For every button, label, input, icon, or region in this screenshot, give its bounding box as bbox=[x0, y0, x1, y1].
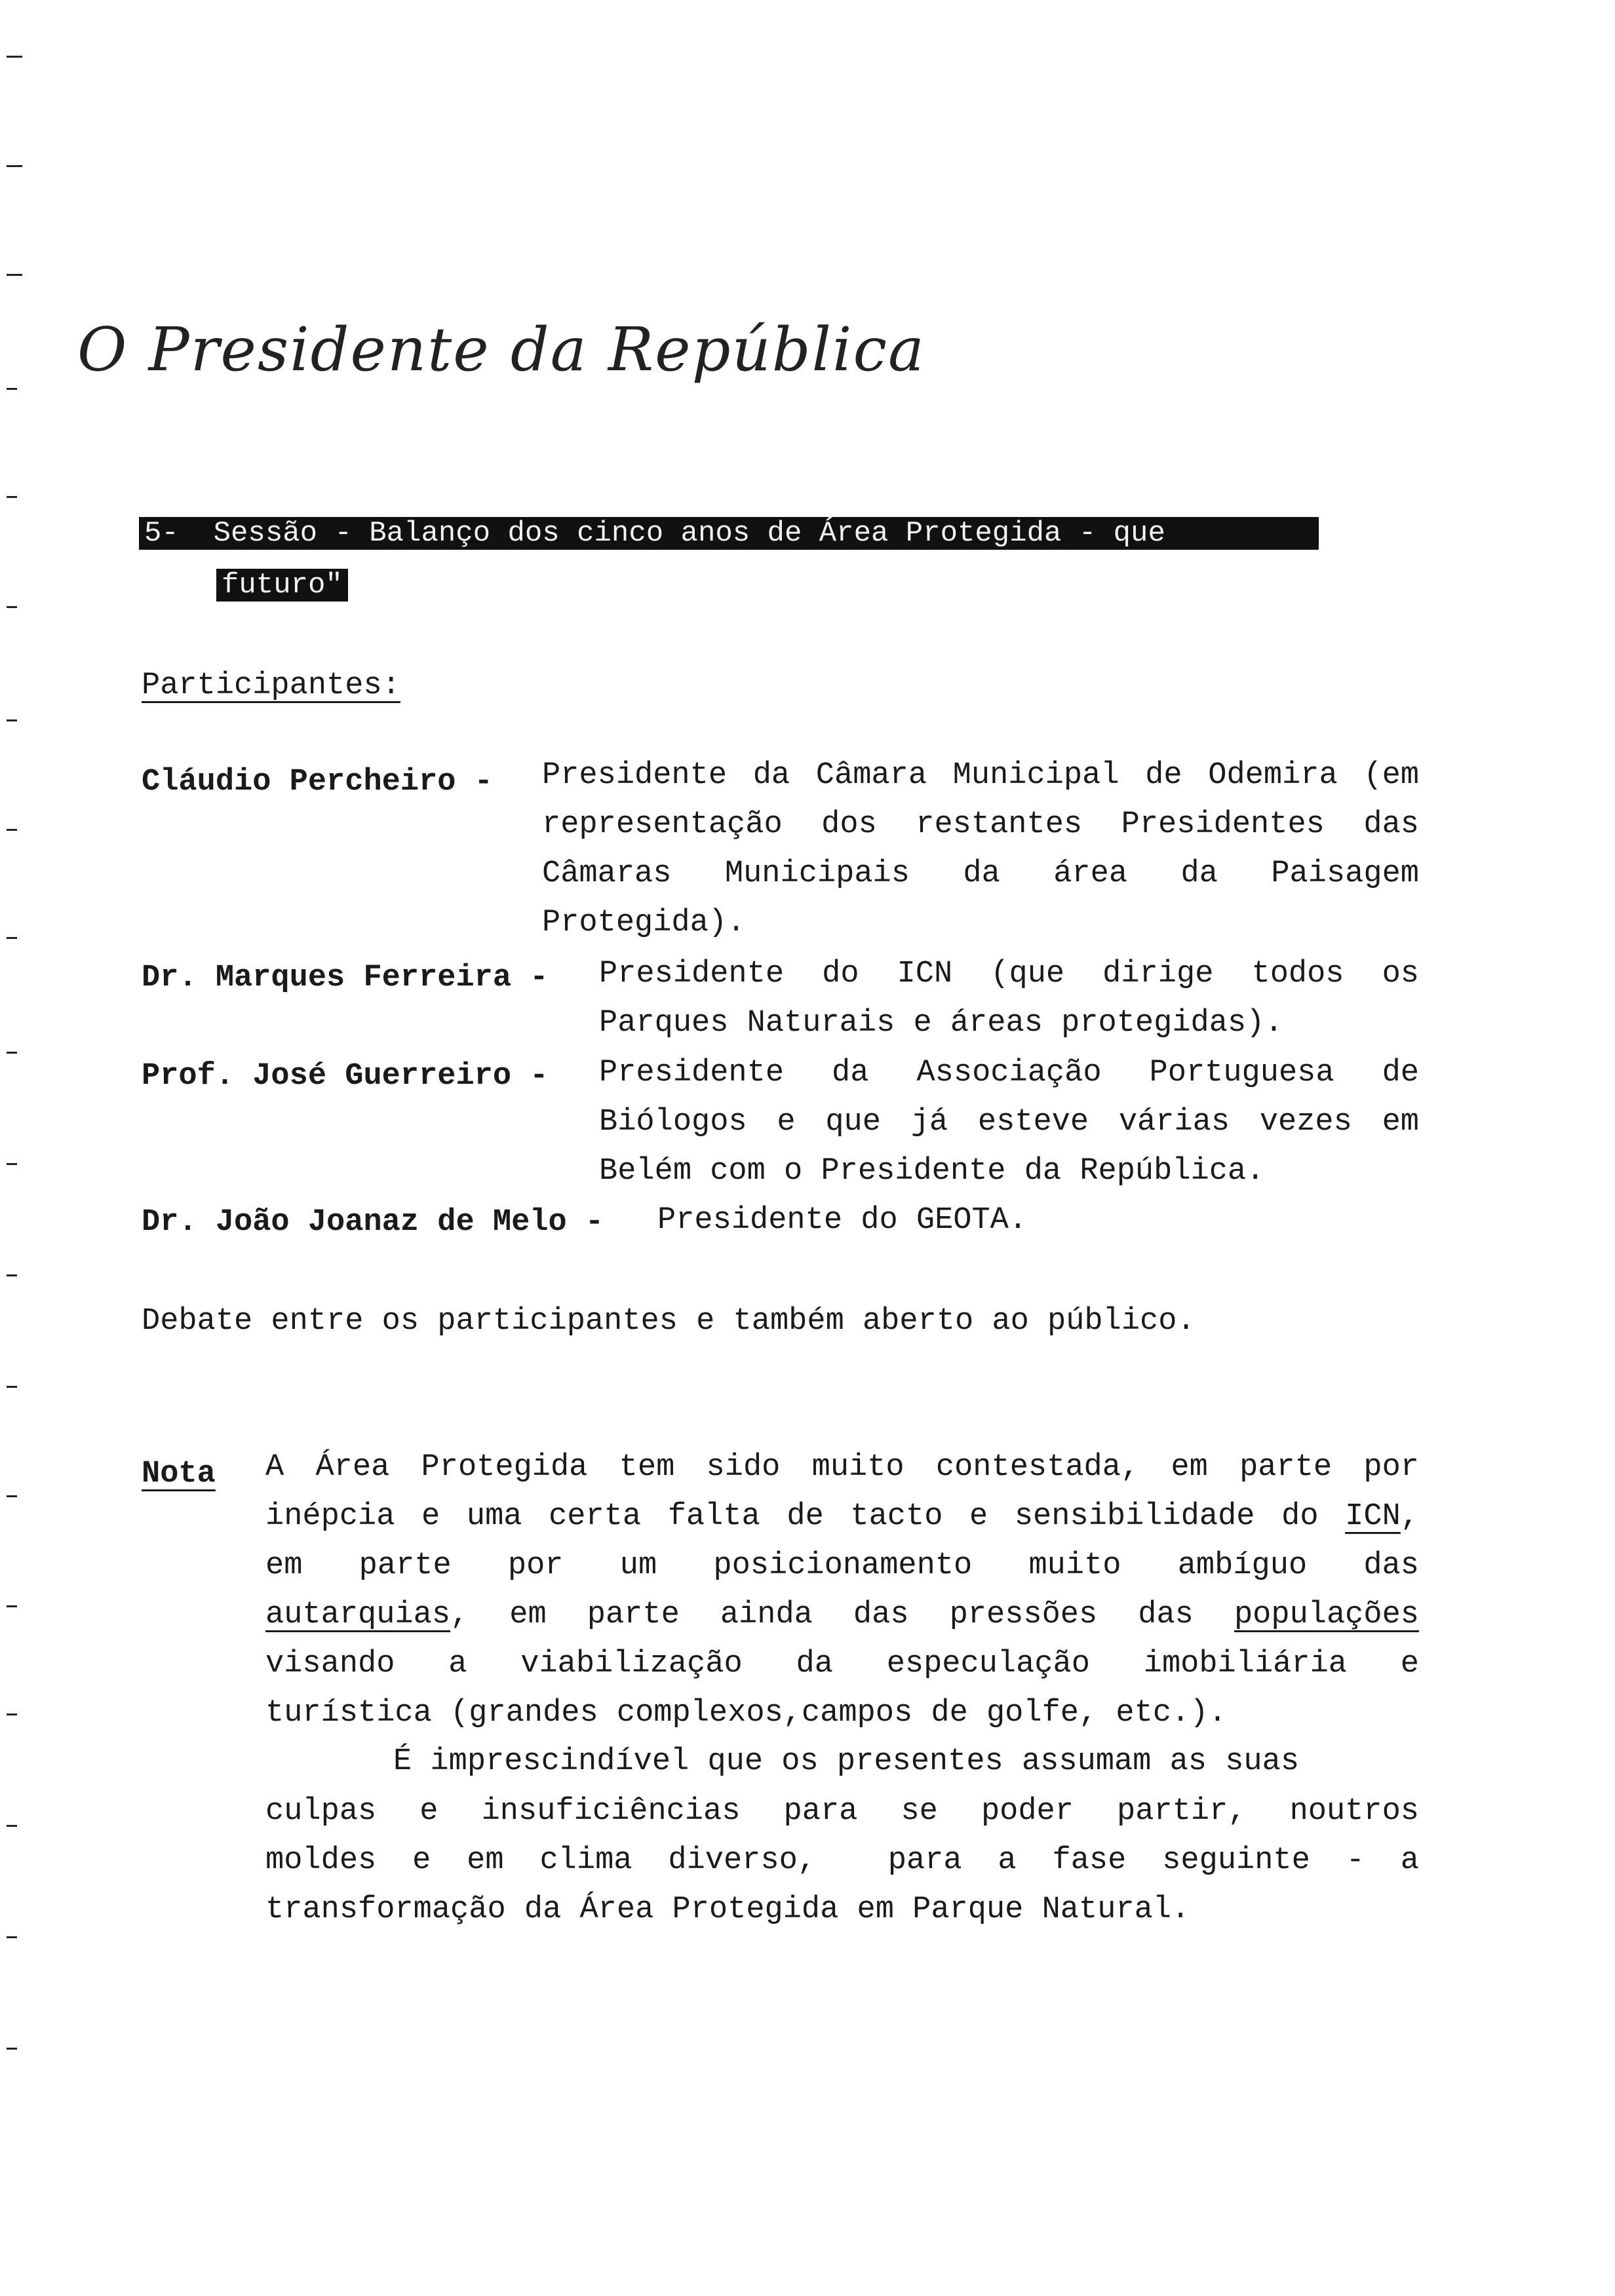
edge-mark bbox=[7, 937, 17, 939]
edge-mark bbox=[7, 1605, 17, 1607]
edge-mark bbox=[7, 56, 22, 58]
edge-mark bbox=[7, 719, 17, 721]
session-title-line1: 5- Sessão - Balanço dos cinco anos de Área Protegida - que bbox=[139, 517, 1319, 550]
debate-text: Debate entre os participantes e também aberto ao público. bbox=[142, 1304, 1196, 1339]
note-line-2: inépcia e uma certa falta de tacto e sensibilidade do ICN, bbox=[265, 1499, 1419, 1534]
participants-heading: Participantes: bbox=[142, 668, 400, 703]
letterhead: O Presidente da República bbox=[77, 315, 925, 385]
participant-name: Dr. Marques Ferreira - bbox=[142, 961, 549, 995]
participant-description: Presidente da Câmara Municipal de Odemira (em representação dos restantes Presidentes das Câmaras Municipais da área da Paisagem Protegida). bbox=[542, 758, 1419, 940]
edge-mark bbox=[7, 2048, 17, 2050]
edge-mark bbox=[7, 274, 22, 276]
edge-mark bbox=[7, 606, 17, 608]
edge-mark bbox=[7, 1936, 17, 1938]
session-title-line2: futuro" bbox=[216, 569, 348, 602]
note-line-4: autarquias, em parte ainda das pressões das populações bbox=[265, 1598, 1419, 1632]
edge-mark bbox=[7, 496, 17, 498]
participant-description: Presidente do ICN (que dirige todos os Parques Naturais e áreas protegidas). bbox=[599, 957, 1419, 1041]
edge-mark bbox=[7, 1495, 17, 1497]
edge-mark bbox=[7, 1274, 17, 1276]
note-label: Nota bbox=[142, 1457, 216, 1491]
note-paragraph-2: culpas e insuficiências para se poder partir, noutros moldes e em clima diverso, para a fase seguinte - a transformação da Área Protegida em Parque Natural. bbox=[265, 1794, 1419, 1927]
participant-description: Presidente da Associação Portuguesa de Biólogos e que já esteve várias vezes em Belém com o Presidente da República. bbox=[599, 1056, 1419, 1189]
participant-name: Dr. João Joanaz de Melo - bbox=[142, 1205, 604, 1240]
edge-mark bbox=[7, 1052, 17, 1054]
participant-description: Presidente do GEOTA. bbox=[657, 1203, 1028, 1238]
note-paragraph-2-first-line: É imprescindível que os presentes assumam as suas bbox=[393, 1744, 1300, 1779]
edge-mark bbox=[7, 1386, 17, 1388]
participant-name: Cláudio Percheiro - bbox=[142, 765, 493, 799]
participant-name: Prof. José Guerreiro - bbox=[142, 1059, 549, 1094]
edge-mark bbox=[7, 388, 17, 390]
edge-mark bbox=[7, 1713, 17, 1715]
edge-mark bbox=[7, 1163, 17, 1165]
edge-mark bbox=[7, 165, 22, 167]
note-body: A Área Protegida tem sido muito contestada, em parte por inépcia e uma certa falta de tacto e sensibilidade do ICN, em parte por um posicionamento muito ambíguo das autarquias, em parte ainda das pressões das populações visando a viabilização da especulação imobiliária e turística (grandes complexos,campos de golfe, etc.). bbox=[265, 1450, 1419, 1731]
edge-mark bbox=[7, 1825, 17, 1827]
edge-mark bbox=[7, 829, 17, 831]
